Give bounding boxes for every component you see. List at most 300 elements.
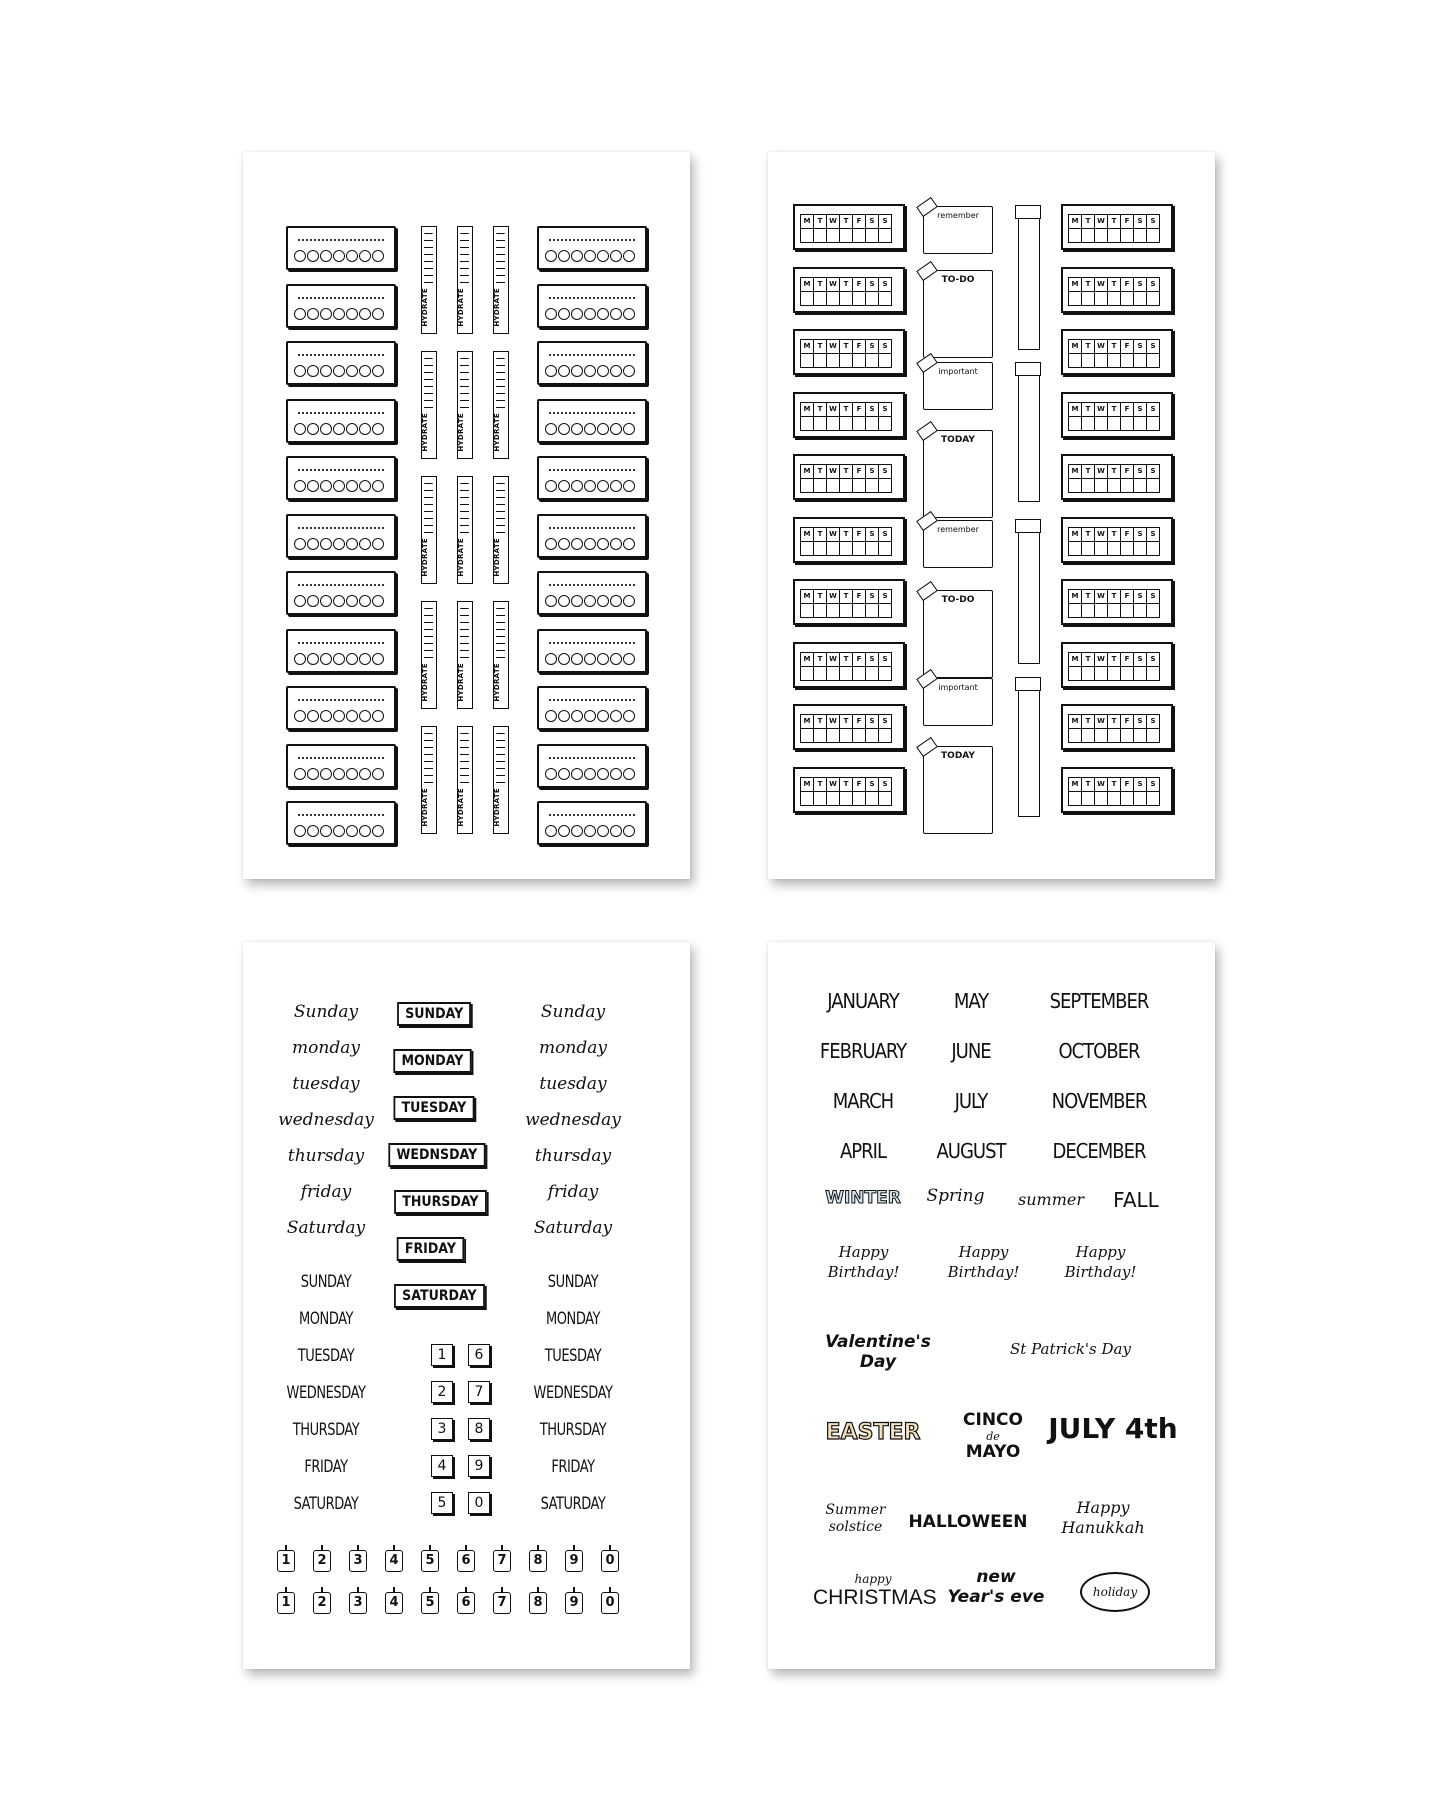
week-cell bbox=[800, 416, 814, 431]
water-drop-icon bbox=[424, 606, 433, 662]
check-circle bbox=[571, 538, 583, 550]
check-circle bbox=[545, 480, 557, 492]
habit-tracker-sticker bbox=[286, 341, 396, 385]
weekday-letter: W bbox=[826, 527, 840, 542]
hydrate-tracker-sticker bbox=[457, 476, 473, 584]
week-cell bbox=[1094, 666, 1108, 681]
hydrate-label: HYDRATE bbox=[421, 288, 429, 327]
weekday-letter: T bbox=[813, 714, 827, 729]
week-cell bbox=[1094, 478, 1108, 493]
check-circle bbox=[610, 308, 622, 320]
week-cell bbox=[826, 728, 840, 743]
number-tag-sticker: 2 bbox=[313, 1550, 331, 1572]
week-cell bbox=[852, 416, 866, 431]
note-label: TODAY bbox=[941, 435, 975, 445]
week-cell bbox=[826, 228, 840, 243]
week-cell bbox=[813, 603, 827, 618]
check-circle bbox=[372, 423, 384, 435]
check-circle bbox=[584, 538, 596, 550]
number-box-sticker: 3 bbox=[431, 1418, 453, 1440]
hydrate-tracker-sticker bbox=[493, 476, 509, 584]
habit-tracker-sticker bbox=[537, 514, 647, 558]
check-circle bbox=[320, 365, 332, 377]
script-day-left: wednesday bbox=[278, 1110, 374, 1130]
sticker-sheet-holidays bbox=[768, 942, 1215, 1669]
number-tag-sticker: 3 bbox=[349, 1550, 367, 1572]
check-circle bbox=[558, 768, 570, 780]
week-cell bbox=[1146, 353, 1160, 368]
print-day-left: THURSDAY bbox=[292, 1420, 360, 1440]
dotted-line bbox=[298, 469, 384, 471]
weekday-letter: S bbox=[1146, 464, 1160, 479]
week-cell bbox=[878, 478, 892, 493]
check-circle bbox=[584, 653, 596, 665]
week-cell bbox=[1120, 353, 1134, 368]
weekday-letter: F bbox=[1120, 277, 1134, 292]
note-sticker bbox=[923, 206, 993, 254]
number-box-sticker: 6 bbox=[468, 1344, 490, 1366]
check-circle bbox=[294, 308, 306, 320]
number-box-sticker: 2 bbox=[431, 1381, 453, 1403]
check-circle bbox=[372, 365, 384, 377]
water-drop-icon bbox=[496, 356, 505, 412]
hydrate-label: HYDRATE bbox=[457, 538, 465, 577]
hydrate-label: HYDRATE bbox=[493, 788, 501, 827]
week-cell bbox=[878, 791, 892, 806]
week-cell bbox=[865, 478, 879, 493]
hydrate-tracker-sticker bbox=[493, 601, 509, 709]
week-cell bbox=[1081, 666, 1095, 681]
water-drop-icon bbox=[496, 231, 505, 287]
check-circle bbox=[597, 480, 609, 492]
check-circles bbox=[545, 825, 635, 837]
check-circle bbox=[320, 423, 332, 435]
check-circle bbox=[545, 825, 557, 837]
hydrate-tracker-sticker bbox=[421, 351, 437, 459]
check-circle bbox=[597, 423, 609, 435]
check-circle bbox=[320, 308, 332, 320]
check-circles bbox=[294, 480, 384, 492]
weekday-letter: T bbox=[1107, 402, 1121, 417]
hydrate-tracker-sticker bbox=[493, 351, 509, 459]
number-tag-sticker: 9 bbox=[565, 1592, 583, 1614]
week-cell bbox=[1081, 791, 1095, 806]
check-circle bbox=[610, 768, 622, 780]
check-circle bbox=[333, 653, 345, 665]
easter-sticker: EASTER bbox=[825, 1420, 921, 1445]
weekday-letter: T bbox=[839, 339, 853, 354]
week-cell bbox=[813, 791, 827, 806]
week-cell bbox=[1120, 666, 1134, 681]
week-cell bbox=[1068, 728, 1082, 743]
weekday-letter: M bbox=[1068, 777, 1082, 792]
hydrate-tracker-sticker bbox=[457, 601, 473, 709]
hydrate-label: HYDRATE bbox=[493, 663, 501, 702]
number-tag-sticker: 6 bbox=[457, 1592, 475, 1614]
check-circle bbox=[359, 365, 371, 377]
number-box-sticker: 5 bbox=[431, 1492, 453, 1514]
hydrate-tracker-sticker bbox=[457, 726, 473, 834]
check-circle bbox=[359, 825, 371, 837]
week-cell bbox=[1107, 791, 1121, 806]
weekday-letter: T bbox=[839, 277, 853, 292]
script-day-right: thursday bbox=[534, 1146, 612, 1166]
week-cell bbox=[800, 353, 814, 368]
dotted-line bbox=[298, 527, 384, 529]
weekly-grid-sticker bbox=[1061, 579, 1173, 625]
check-circle bbox=[545, 308, 557, 320]
weekday-letter: S bbox=[865, 214, 879, 229]
weekday-letter: S bbox=[1146, 527, 1160, 542]
check-circle bbox=[372, 308, 384, 320]
habit-tracker-sticker bbox=[286, 284, 396, 328]
print-day-right: THURSDAY bbox=[539, 1420, 607, 1440]
weekday-letter: T bbox=[1107, 464, 1121, 479]
weekly-grid-sticker bbox=[793, 642, 905, 688]
weekday-letter: M bbox=[1068, 589, 1082, 604]
weekly-grid-sticker bbox=[793, 579, 905, 625]
check-circle bbox=[558, 308, 570, 320]
week-cell bbox=[800, 728, 814, 743]
week-cell bbox=[1094, 541, 1108, 556]
weekday-letter: M bbox=[800, 777, 814, 792]
month-label: AUGUST bbox=[936, 1139, 1006, 1163]
july-4th-sticker: JULY 4th bbox=[1048, 1412, 1178, 1445]
week-cell bbox=[813, 353, 827, 368]
weekday-letter: F bbox=[852, 464, 866, 479]
check-circle bbox=[307, 480, 319, 492]
number-tag-sticker: 5 bbox=[421, 1592, 439, 1614]
week-cell bbox=[1068, 791, 1082, 806]
number-tag-sticker: 4 bbox=[385, 1550, 403, 1572]
week-cell bbox=[1068, 666, 1082, 681]
hydrate-label: HYDRATE bbox=[493, 538, 501, 577]
weekday-letter: S bbox=[865, 652, 879, 667]
week-cell bbox=[1146, 666, 1160, 681]
week-cell bbox=[1068, 228, 1082, 243]
weekday-letter: T bbox=[1107, 277, 1121, 292]
check-circle bbox=[571, 250, 583, 262]
dotted-line bbox=[549, 239, 635, 241]
weekday-letter: F bbox=[852, 527, 866, 542]
week-cell bbox=[826, 416, 840, 431]
day-flag-sticker: SATURDAY bbox=[394, 1284, 485, 1308]
print-day-right: WEDNESDAY bbox=[533, 1383, 613, 1403]
check-circle bbox=[597, 710, 609, 722]
weekday-letter: W bbox=[1094, 464, 1108, 479]
habit-tracker-sticker bbox=[537, 284, 647, 328]
print-day-right: TUESDAY bbox=[544, 1346, 602, 1366]
weekday-letter: W bbox=[826, 277, 840, 292]
check-circle bbox=[558, 423, 570, 435]
week-cell bbox=[878, 666, 892, 681]
print-day-left: WEDNESDAY bbox=[286, 1383, 366, 1403]
check-circle bbox=[346, 538, 358, 550]
check-circle bbox=[359, 710, 371, 722]
week-cell bbox=[839, 228, 853, 243]
month-sticker bbox=[798, 1139, 928, 1163]
week-cell bbox=[1094, 228, 1108, 243]
week-grid bbox=[1069, 464, 1160, 493]
dotted-line bbox=[298, 584, 384, 586]
check-circle bbox=[320, 825, 332, 837]
check-circle bbox=[610, 825, 622, 837]
print-day-right: FRIDAY bbox=[551, 1457, 595, 1477]
week-cell bbox=[1146, 791, 1160, 806]
weekday-letter: W bbox=[826, 402, 840, 417]
week-grid bbox=[801, 214, 892, 243]
month-sticker bbox=[1034, 1039, 1164, 1063]
check-circle bbox=[307, 308, 319, 320]
week-cell bbox=[1133, 353, 1147, 368]
hydrate-label: HYDRATE bbox=[457, 663, 465, 702]
christmas-sticker: CHRISTMAS bbox=[813, 1586, 937, 1609]
print-day-right: SUNDAY bbox=[547, 1272, 599, 1292]
script-day-left: tuesday bbox=[292, 1074, 360, 1094]
hydrate-tracker-sticker bbox=[421, 476, 437, 584]
check-circle bbox=[545, 250, 557, 262]
check-circle bbox=[597, 308, 609, 320]
week-cell bbox=[1068, 478, 1082, 493]
weekday-letter: S bbox=[878, 214, 892, 229]
week-cell bbox=[852, 291, 866, 306]
weekday-letter: T bbox=[839, 527, 853, 542]
check-circle bbox=[372, 480, 384, 492]
check-circle bbox=[571, 480, 583, 492]
weekday-letter: S bbox=[1133, 339, 1147, 354]
check-circle bbox=[346, 365, 358, 377]
month-label: MAY bbox=[953, 989, 989, 1013]
check-circle bbox=[623, 423, 635, 435]
month-sticker bbox=[798, 1089, 928, 1113]
weekday-letter: T bbox=[1107, 214, 1121, 229]
weekday-letter: T bbox=[1081, 339, 1095, 354]
week-cell bbox=[878, 353, 892, 368]
check-circle bbox=[610, 250, 622, 262]
check-circle bbox=[623, 480, 635, 492]
weekday-letter: T bbox=[1081, 652, 1095, 667]
check-circle bbox=[307, 595, 319, 607]
weekday-letter: S bbox=[1133, 777, 1147, 792]
hydrate-label: HYDRATE bbox=[421, 788, 429, 827]
week-cell bbox=[1068, 603, 1082, 618]
weekday-letter: T bbox=[839, 402, 853, 417]
habit-tracker-sticker bbox=[286, 571, 396, 615]
hydrate-tracker-sticker bbox=[421, 226, 437, 334]
dotted-line bbox=[549, 412, 635, 414]
weekday-letter: T bbox=[839, 777, 853, 792]
valentines-day-sticker: Valentine's Day bbox=[825, 1332, 931, 1372]
week-cell bbox=[865, 541, 879, 556]
check-circles bbox=[294, 653, 384, 665]
week-cell bbox=[800, 478, 814, 493]
sticker-sheet-days bbox=[243, 942, 690, 1669]
weekday-letter: S bbox=[1133, 277, 1147, 292]
weekday-letter: M bbox=[1068, 527, 1082, 542]
weekly-grid-sticker bbox=[793, 267, 905, 313]
week-cell bbox=[826, 291, 840, 306]
weekday-letter: F bbox=[852, 589, 866, 604]
day-flag-sticker: SUNDAY bbox=[397, 1002, 471, 1026]
week-cell bbox=[839, 478, 853, 493]
note-label: important bbox=[938, 367, 978, 376]
week-cell bbox=[865, 791, 879, 806]
week-cell bbox=[1133, 291, 1147, 306]
check-circle bbox=[307, 710, 319, 722]
check-circle bbox=[359, 423, 371, 435]
check-circle bbox=[597, 250, 609, 262]
habit-tracker-sticker bbox=[537, 629, 647, 673]
weekday-letter: T bbox=[813, 464, 827, 479]
dotted-line bbox=[549, 297, 635, 299]
check-circle bbox=[359, 480, 371, 492]
week-grid bbox=[801, 464, 892, 493]
week-cell bbox=[1081, 416, 1095, 431]
weekday-letter: M bbox=[1068, 402, 1082, 417]
week-cell bbox=[839, 603, 853, 618]
month-sticker bbox=[798, 989, 928, 1013]
cinco-mayo-sticker: MAYO bbox=[965, 1442, 1021, 1462]
weekday-letter: W bbox=[1094, 339, 1108, 354]
check-circle bbox=[610, 365, 622, 377]
check-circle bbox=[294, 710, 306, 722]
weekday-letter: S bbox=[1133, 402, 1147, 417]
check-circle bbox=[346, 825, 358, 837]
week-cell bbox=[1107, 228, 1121, 243]
check-circle bbox=[372, 538, 384, 550]
check-circles bbox=[545, 768, 635, 780]
week-cell bbox=[1133, 791, 1147, 806]
week-cell bbox=[852, 228, 866, 243]
habit-tracker-sticker bbox=[537, 571, 647, 615]
weekday-letter: S bbox=[865, 277, 879, 292]
check-circle bbox=[333, 710, 345, 722]
number-box-sticker: 4 bbox=[431, 1455, 453, 1477]
weekday-letter: T bbox=[813, 402, 827, 417]
check-circle bbox=[558, 653, 570, 665]
weekday-letter: S bbox=[865, 402, 879, 417]
hydrate-tracker-sticker bbox=[493, 226, 509, 334]
week-cell bbox=[1133, 666, 1147, 681]
day-flag-sticker: FRIDAY bbox=[397, 1237, 464, 1261]
weekday-letter: M bbox=[1068, 339, 1082, 354]
weekly-grid-sticker bbox=[1061, 204, 1173, 250]
weekday-letter: F bbox=[1120, 652, 1134, 667]
check-circle bbox=[584, 825, 596, 837]
script-day-right: friday bbox=[547, 1182, 599, 1202]
week-cell bbox=[1094, 791, 1108, 806]
weekday-letter: F bbox=[1120, 777, 1134, 792]
week-grid bbox=[801, 402, 892, 431]
check-circle bbox=[320, 480, 332, 492]
check-circle bbox=[333, 423, 345, 435]
number-tag-sticker: 8 bbox=[529, 1550, 547, 1572]
week-cell bbox=[1120, 728, 1134, 743]
print-day-left: SUNDAY bbox=[300, 1272, 352, 1292]
ribbon-end-icon bbox=[1015, 677, 1041, 691]
week-cell bbox=[800, 791, 814, 806]
check-circle bbox=[333, 250, 345, 262]
month-sticker bbox=[1034, 1139, 1164, 1163]
week-cell bbox=[826, 541, 840, 556]
number-tag-sticker: 5 bbox=[421, 1550, 439, 1572]
weekday-letter: M bbox=[800, 214, 814, 229]
weekday-letter: S bbox=[865, 777, 879, 792]
check-circle bbox=[610, 595, 622, 607]
check-circle bbox=[623, 595, 635, 607]
check-circle bbox=[307, 250, 319, 262]
week-cell bbox=[1107, 416, 1121, 431]
weekday-letter: F bbox=[1120, 339, 1134, 354]
week-cell bbox=[865, 228, 879, 243]
weekday-letter: M bbox=[800, 464, 814, 479]
week-cell bbox=[1068, 416, 1082, 431]
weekday-letter: W bbox=[1094, 527, 1108, 542]
check-circle bbox=[320, 653, 332, 665]
day-flag-sticker: WEDNSDAY bbox=[388, 1143, 485, 1167]
check-circle bbox=[584, 365, 596, 377]
week-grid bbox=[1069, 214, 1160, 243]
week-cell bbox=[1146, 416, 1160, 431]
ribbon-end-icon bbox=[1015, 519, 1041, 533]
weekday-letter: S bbox=[1146, 214, 1160, 229]
number-tag-sticker: 2 bbox=[313, 1592, 331, 1614]
happy-birthday-sticker: Happy Birthday! bbox=[1064, 1243, 1137, 1281]
number-tag-sticker: 9 bbox=[565, 1550, 583, 1572]
check-circle bbox=[571, 595, 583, 607]
number-box-sticker: 9 bbox=[468, 1455, 490, 1477]
check-circle bbox=[571, 423, 583, 435]
check-circles bbox=[294, 595, 384, 607]
check-circle bbox=[623, 768, 635, 780]
water-drop-icon bbox=[460, 606, 469, 662]
week-cell bbox=[813, 541, 827, 556]
weekday-letter: F bbox=[852, 402, 866, 417]
check-circle bbox=[333, 538, 345, 550]
week-cell bbox=[1107, 353, 1121, 368]
weekly-grid-sticker bbox=[1061, 517, 1173, 563]
dotted-line bbox=[549, 469, 635, 471]
check-circle bbox=[346, 653, 358, 665]
note-sticker bbox=[923, 678, 993, 726]
check-circle bbox=[545, 595, 557, 607]
number-box-sticker: 8 bbox=[468, 1418, 490, 1440]
weekday-letter: S bbox=[1146, 339, 1160, 354]
script-day-left: thursday bbox=[287, 1146, 365, 1166]
check-circle bbox=[346, 308, 358, 320]
week-cell bbox=[1133, 416, 1147, 431]
check-circles bbox=[545, 538, 635, 550]
weekly-grid-sticker bbox=[793, 517, 905, 563]
week-cell bbox=[852, 353, 866, 368]
week-grid bbox=[1069, 777, 1160, 806]
check-circle bbox=[372, 825, 384, 837]
weekday-letter: F bbox=[852, 714, 866, 729]
weekday-letter: F bbox=[852, 277, 866, 292]
month-label: APRIL bbox=[840, 1139, 886, 1163]
script-day-left: friday bbox=[300, 1182, 352, 1202]
week-cell bbox=[865, 728, 879, 743]
dotted-line bbox=[549, 354, 635, 356]
weekday-letter: S bbox=[878, 652, 892, 667]
week-cell bbox=[1107, 478, 1121, 493]
ribbon-end-icon bbox=[1015, 205, 1041, 219]
weekday-letter: S bbox=[878, 714, 892, 729]
week-cell bbox=[852, 541, 866, 556]
weekday-letter: F bbox=[852, 214, 866, 229]
hydrate-label: HYDRATE bbox=[457, 288, 465, 327]
habit-tracker-sticker bbox=[286, 399, 396, 443]
